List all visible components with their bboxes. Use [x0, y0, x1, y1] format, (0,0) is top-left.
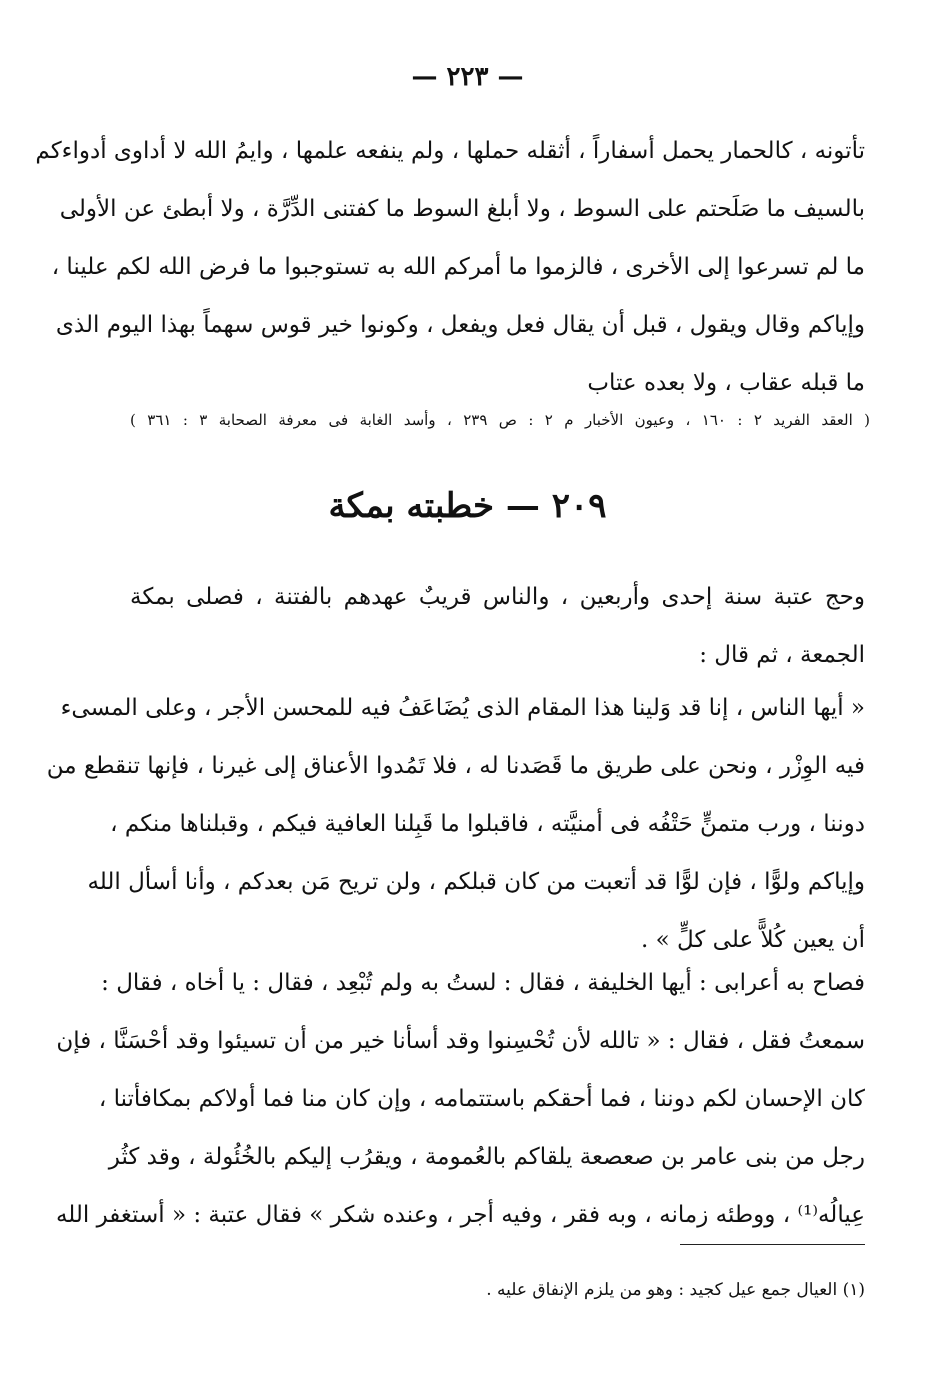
source-reference: ( العقد الفريد ٢ : ١٦٠ ، وعيون الأخبار م ٢ : ص ٢٣٩ ، وأسد الغابة فى معرفة الصحابة ٣ : ٣٦١ )	[130, 411, 871, 429]
text-line: فيه الوِزْر ، ونحن على طريق ما قَصَدنا له ، فلا تَمُدوا الأعناق إلى غيرنا ، فإنها تنقطع من	[46, 753, 865, 779]
footnote: (١) العيال جمع عيل كجيد : وهو من يلزم الإنفاق عليه .	[486, 1280, 865, 1300]
footnote-divider	[680, 1244, 865, 1245]
paragraph-dialogue	[55, 954, 865, 1244]
paragraph-intro	[130, 568, 865, 684]
section-heading: ٢٠٩ — خطبته بمكة	[328, 486, 607, 526]
paragraph-sermon	[46, 679, 865, 969]
text-line: عِيالُه⁽¹⁾ ، ووطئه زمانه ، وبه فقر ، وفيه أجر ، وعنده شكر » فقال عتبة : « أستغفر الله	[55, 1202, 865, 1228]
page-number: — ٢٢٣ —	[411, 62, 524, 92]
text-line: تأتونه ، كالحمار يحمل أسفاراً ، أثقله حملها ، ولم ينفعه علمها ، وايمُ الله لا أداوى أدواءكم	[35, 138, 865, 164]
text-line: الجمعة ، ثم قال :	[699, 642, 865, 668]
text-line: وإياكم ولوًّا ، فإن لوًّا قد أتعبت من كان قبلكم ، ولن تريح مَن بعدكم ، وأنا أسأل الله	[87, 869, 865, 895]
text-line: « أيها الناس ، إنا قد وَلينا هذا المقام الذى يُضَاعَفُ فيه للمحسن الأجر ، وعلى المسىء	[60, 695, 865, 721]
text-line: ما قبله عقاب ، ولا بعده عتاب	[587, 370, 865, 396]
text-line: ما لم تسرعوا إلى الأخرى ، فالزموا ما أمركم الله به تستوجبوا ما فرض الله لكم علينا ،	[51, 254, 865, 280]
text-line: وحج عتبة سنة إحدى وأربعين ، والناس قريبٌ عهدهم بالفتنة ، فصلى بمكة	[130, 584, 865, 610]
paragraph-continuation	[35, 122, 865, 412]
text-line: كان الإحسان لكم دوننا ، فما أحقكم باستتمامه ، وإن كان منا فما أولاكم بمكافأتنا ،	[98, 1086, 865, 1112]
text-line: بالسيف ما صَلَحتم على السوط ، ولا أبلغ السوط ما كفتنى الدِّرَّة ، ولا أبطئ عن الأولى	[59, 196, 865, 222]
text-line: وإياكم وقال ويقول ، قبل أن يقال فعل ويفعل ، وكونوا خير قوس سهماً بهذا اليوم الذى	[55, 312, 865, 338]
text-line: رجل من بنى عامر بن صعصعة يلقاكم بالعُمومة ، ويقرُب إليكم بالخُئُولة ، وقد كثُر	[108, 1144, 865, 1170]
text-line: سمعتُ فقل ، فقال : « تالله لأن تُحْسِنوا وقد أسأنا خير من أن تسيئوا وقد أحْسَنَّا ، فإن	[56, 1028, 865, 1054]
text-line: فصاح به أعرابى : أيها الخليفة ، فقال : لستُ به ولم تُبْعِد ، فقال : يا أخاه ، فقال :	[101, 970, 865, 996]
text-line: دوننا ، ورب متمنٍّ حَتْفُه فى أمنيَّته ، فاقبلوا ما قَبِلنا العافية فيكم ، وقبلناها منكم ،	[110, 811, 865, 837]
text-line: أن يعين كُلاًّ على كلٍّ » .	[640, 927, 865, 953]
